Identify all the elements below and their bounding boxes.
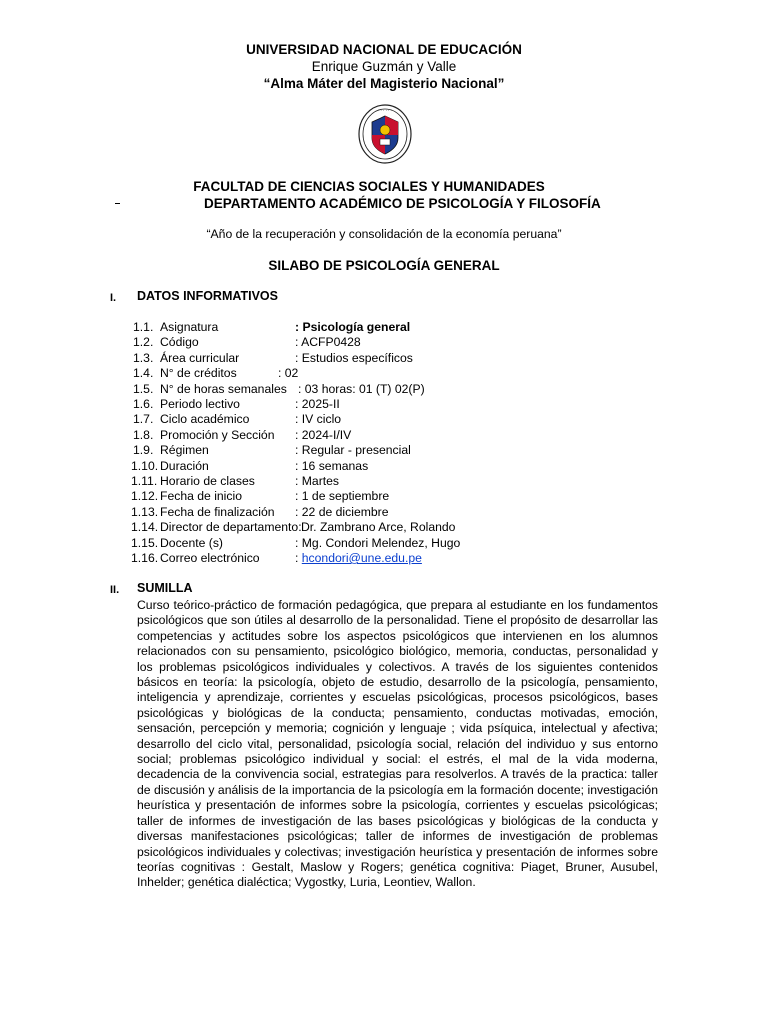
info-row: [0, 335, 768, 350]
section-title: DATOS INFORMATIVOS: [137, 289, 278, 303]
row-label: Docente (s): [160, 535, 223, 550]
university-motto: “Alma Máter del Magisterio Nacional”: [263, 76, 505, 91]
info-row: [0, 536, 768, 551]
row-label: Promoción y Sección: [160, 427, 275, 442]
document-title: SILABO DE PSICOLOGÍA GENERAL: [268, 258, 500, 273]
info-row: [0, 520, 768, 535]
email-link[interactable]: hcondori@une.edu.pe: [301, 551, 422, 565]
row-label: Correo electrónico: [160, 551, 260, 565]
section-number: II.: [110, 584, 120, 596]
row-number: 1.7.: [133, 412, 154, 427]
row-value: : Mg. Condori Melendez, Hugo: [295, 535, 461, 550]
row-number: 1.4.: [133, 366, 154, 381]
info-row: [0, 474, 768, 489]
section-heading-sumilla: [0, 581, 768, 597]
row-value: : ACFP0428: [295, 335, 361, 350]
row-number: 1.9.: [133, 443, 154, 458]
info-row: [0, 351, 768, 366]
row-number: 1.13.: [131, 504, 159, 519]
row-number: 1.15.: [131, 535, 159, 550]
row-label: N° de horas semanales: [160, 381, 287, 396]
row-label: Área curricular: [160, 350, 240, 365]
row-value: : 22 de diciembre: [295, 504, 389, 519]
department-name: DEPARTAMENTO ACADÉMICO DE PSICOLOGÍA Y FILOSOFÍA: [204, 196, 601, 211]
section-title: SUMILLA: [137, 581, 193, 595]
university-seal-logo: [358, 104, 412, 164]
row-number: 1.3.: [133, 350, 154, 365]
university-subtitle: Enrique Guzmán y Valle: [311, 59, 457, 74]
year-motto: “Año de la recuperación y consolidación de la economía peruana”: [206, 227, 562, 241]
info-row: [0, 505, 768, 520]
info-row: [0, 382, 768, 397]
info-row: [0, 459, 768, 474]
row-label: Horario de clases: [160, 474, 255, 488]
row-label: Director de departamento:: [160, 520, 302, 535]
row-value: : IV ciclo: [295, 412, 342, 427]
university-name: UNIVERSIDAD NACIONAL DE EDUCACIÓN: [246, 42, 522, 57]
row-label: Fecha de inicio: [160, 489, 242, 504]
faculty-name: FACULTAD DE CIENCIAS SOCIALES Y HUMANIDADES: [193, 179, 545, 194]
row-number: 1.10.: [131, 458, 159, 473]
info-row: [0, 443, 768, 458]
row-value: : 16 semanas: [295, 458, 369, 473]
row-value: Dr. Zambrano Arce, Rolando: [301, 520, 456, 535]
row-number: 1.11.: [131, 474, 158, 488]
svg-text:· · · · · ·: · · · · · ·: [378, 108, 392, 113]
row-value: : 02: [278, 366, 299, 381]
row-value: : Martes: [295, 474, 340, 488]
info-row: [0, 428, 768, 443]
row-number: 1.5.: [133, 381, 154, 396]
info-row: [0, 551, 768, 566]
row-value: : 1 de septiembre: [295, 489, 390, 504]
row-number: 1.1.: [133, 320, 154, 334]
row-label: Duración: [160, 458, 209, 473]
row-label: Asignatura: [160, 320, 219, 334]
row-value: : 03 horas: 01 (T) 02(P): [298, 381, 425, 396]
info-row: [0, 366, 768, 381]
row-label: Periodo lectivo: [160, 397, 240, 411]
row-number: 1.12.: [131, 489, 159, 504]
row-number: 1.16.: [131, 551, 159, 565]
row-value: [295, 551, 422, 566]
row-value: : 2025-II: [295, 397, 340, 411]
sumilla-paragraph: Curso teórico-práctico de formación pedagógica, que prepara al estudiante en los fundamentos psicológicos que son útiles al desarrollo de la personalidad. Tiene el propósito de desarrollar las competencias y actitudes sobre los aspectos psicológicos que intervienen en los alumnos relacionados con su pensamiento, psicológico biológico, memoria, conductas, personalidad y los problemas psicológicos individuales y colectivos. A través de los siguientes contenidos básicos en teoría: la psicología, objeto de estudio, desarrollo de la psicología, pensamiento, inteligencia y aprendizaje, corrientes y escuelas psicológicas, procesos psicológicos, bases psicológicas y biológicas de la conducta; pensamiento, conductas motivadas, emoción, sensación, percepción y memoria; cognición y lenguaje ; vida psíquica, intelectual y afectiva; desarrollo del ciclo vital, personalidad, psicología social, relación del individuo y sus entorno social; problemas psicológico individual y social: el estrés, el mal de la vida moderna, decadencia de la convivencia social, estrategias para resolverlos. A través de la practica: taller de discusión y análisis de la importancia de la psicología em la formación docente; investigación heurística y presentación de informes sobre la psicología, corrientes y escuelas psicológicas; taller de informes de investigación de las bases psicológicas y biológicas de la conducta y diversas manifestaciones psicológicas; taller de informes de investigación de problemas psicológicos individuales y colectivas; investigación heurística y presentación de informes sobre teorías cognitivas : Gestalt, Maslow y Rogers; genética cognitiva: Piaget, Bruner, Ausubel, Inhelder; genética dialéctica; Vygostky, Luria, Leontiev, Wallon.: [137, 598, 658, 890]
section-heading-datos: [0, 289, 768, 305]
row-value: : Psicología general: [295, 320, 411, 334]
row-number: 1.8.: [133, 427, 154, 442]
row-colon: :: [295, 551, 302, 565]
row-number: 1.2.: [133, 335, 154, 350]
section-number: I.: [110, 292, 117, 304]
info-row: [0, 320, 768, 335]
row-value: : Regular - presencial: [295, 443, 411, 458]
row-value: : Estudios específicos: [295, 350, 413, 365]
info-row: [0, 412, 768, 427]
row-label: Ciclo académico: [160, 412, 250, 427]
row-number: 1.14.: [131, 520, 159, 535]
info-row: [0, 489, 768, 504]
row-label: Código: [160, 335, 199, 350]
info-row: [0, 397, 768, 412]
row-label: Régimen: [160, 443, 209, 458]
row-label: N° de créditos: [160, 366, 237, 381]
row-number: 1.6.: [133, 397, 154, 411]
divider-mark: [115, 203, 120, 204]
row-label: Fecha de finalización: [160, 504, 275, 519]
row-value: : 2024-I/IV: [295, 427, 352, 442]
